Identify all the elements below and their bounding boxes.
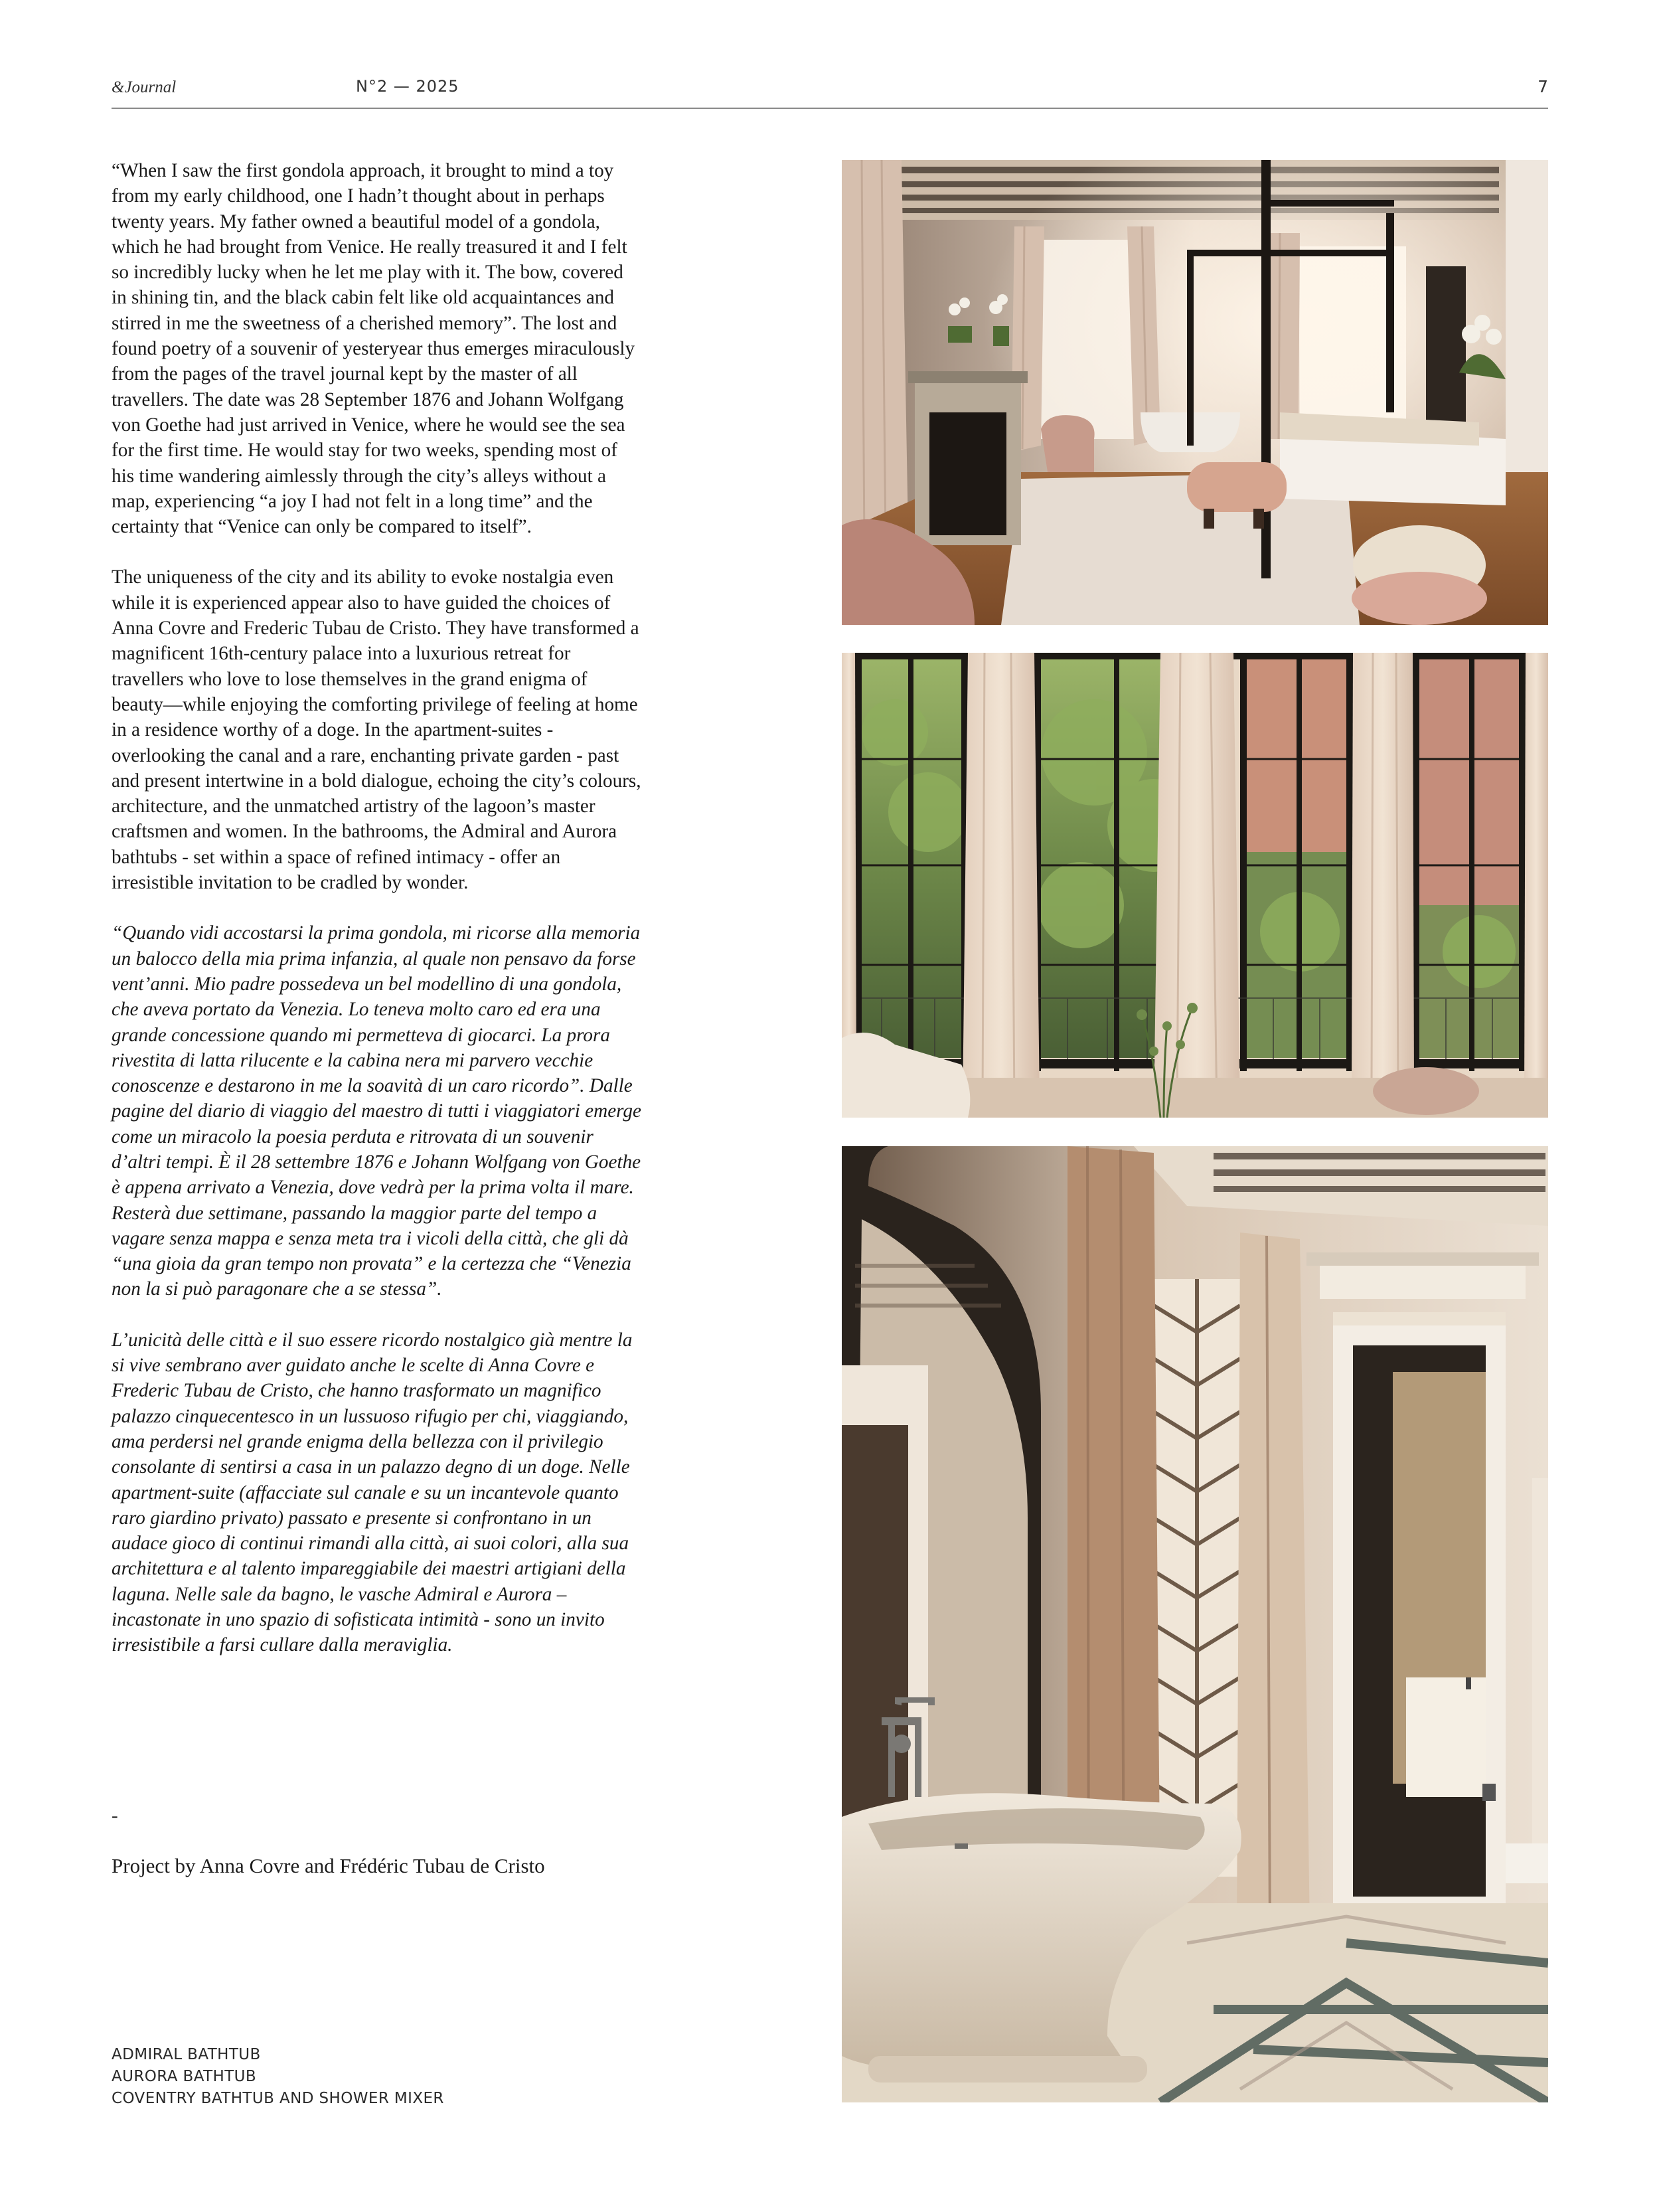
product-list	[112, 2044, 444, 2110]
product-item: COVENTRY BATHTUB AND SHOWER MIXER	[112, 2090, 444, 2107]
journal-brand: &Journal	[112, 78, 177, 96]
header-rule	[112, 108, 1548, 109]
project-credit: Project by Anna Covre and Frédéric Tubau de Cristo	[112, 1854, 545, 1877]
page-header	[112, 74, 1548, 109]
photo-garden-windows	[842, 653, 1548, 1118]
paragraph-en-2: The uniqueness of the city and its ability to evoke nostalgia even while it is experienced appear also to have guided the choices of Anna Covre and Frederic Tubau de Cristo. They have transformed a magnificent 16th-century palace into a luxurious retreat for travellers who love to lose themselves in the grand enigma of beauty—while enjoying the comforting privilege of feeling at home in a residence worthy of a doge. In the apartment-suites - overlooking the canal and a rare, enchanting private garden - past and present intertwine in a bold dialogue, echoing the city’s colours, architecture, and the unmatched artistry of the lagoon’s master craftsmen and women. In the bathrooms, the Admiral and Aurora bathtubs - set within a space of refined intimacy - offer an irresistible invitation to be cradled by wonder.	[112, 566, 641, 894]
photo-bathroom	[842, 1146, 1548, 2102]
photo-bedroom	[842, 160, 1548, 625]
paragraph-it-2: L’unicità delle città e il suo essere ricordo nostalgico già mentre la si vive sembrano aver guidato anche le scelte di Anna Covre e Frederic Tubau de Cristo, che hanno trasformato un magnifico palazzo cinquecentesco in un lussuoso rifugio per chi, viaggiando, ama perdersi nel grande enigma della bellezza con il privilegio consolante di sentirsi a casa in un palazzo degno di un doge. Nelle apartment-suite (affacciate sul canale e su un incantevole quanto raro giardino privato) passato e presente si confrontano in un audace gioco di continui rimandi alla città, ai suoi colori, alla sua architettura e al talento impareggiabile dei maestri artigiani della laguna. Nelle sale da bagno, le vasche Admiral e Aurora – incastonate in uno spazio di sofisticata intimità - sono un invito irresistibile a farsi cullare dalla meraviglia.	[112, 1329, 633, 1656]
product-item: AURORA BATHTUB	[112, 2068, 257, 2085]
paragraph-it-1: “Quando vidi accostarsi la prima gondola, mi ricorse alla memoria un balocco della mia prima infanzia, al quale non pensavo da forse vent’anni. Mio padre possedeva un bel modellino di una gondola, che aveva portato da Venezia. Lo teneva molto caro ed era una grande concessione quando mi permetteva di giocarci. La prora rivestita di latta rilucente e la cabina nera mi parvero vecchie conoscenze e destarono in me la soavità di un caro ricordo”. Dalle pagine del diario di viaggio del maestro di tutti i viaggiatori emerge come un miracolo la poesia perduta e ritrovata di un souvenir d’altri tempi. È il 28 settembre 1876 e Johann Wolfgang von Goethe è appena arrivato a Venezia, dove vedrà per la prima volta il mare. Resterà due settimane, passando la maggior parte del tempo a vagare senza mappa e senza meta tra i vicoli della città, che gli dà “una gioia da gran tempo non provata” e la certezza che “Venezia non la si può paragonare che a se stessa”.	[112, 922, 641, 1300]
article-text-column	[112, 158, 643, 1658]
page-number: 7	[1538, 77, 1548, 96]
product-item: ADMIRAL BATHTUB	[112, 2046, 261, 2063]
separator-dash: -	[112, 1805, 118, 1826]
paragraph-en-1: “When I saw the first gondola approach, it brought to mind a toy from my early childhood, one I hadn’t thought about in perhaps twenty years. My father owned a beautiful model of a gondola, which he had brought from Venice. He really treasured it and I felt so incredibly lucky when he let me play with it. The bow, covered in shining tin, and the black cabin felt like old acquaintances and stirred in me the sweetness of a cherished memory”. The lost and found poetry of a souvenir of yesteryear thus emerges miraculously from the pages of the travel journal kept by the master of all travellers. The date was 28 September 1876 and Johann Wolfgang von Goethe had just arrived in Venice, where he would see the sea for the first time. He would stay for two weeks, spending most of his time wandering aimlessly through the city’s alleys without a map, experiencing “a joy I had not felt in a long time” and the certainty that “Venice can only be compared to itself”.	[112, 160, 635, 538]
issue-number: N°2 — 2025	[356, 77, 459, 96]
